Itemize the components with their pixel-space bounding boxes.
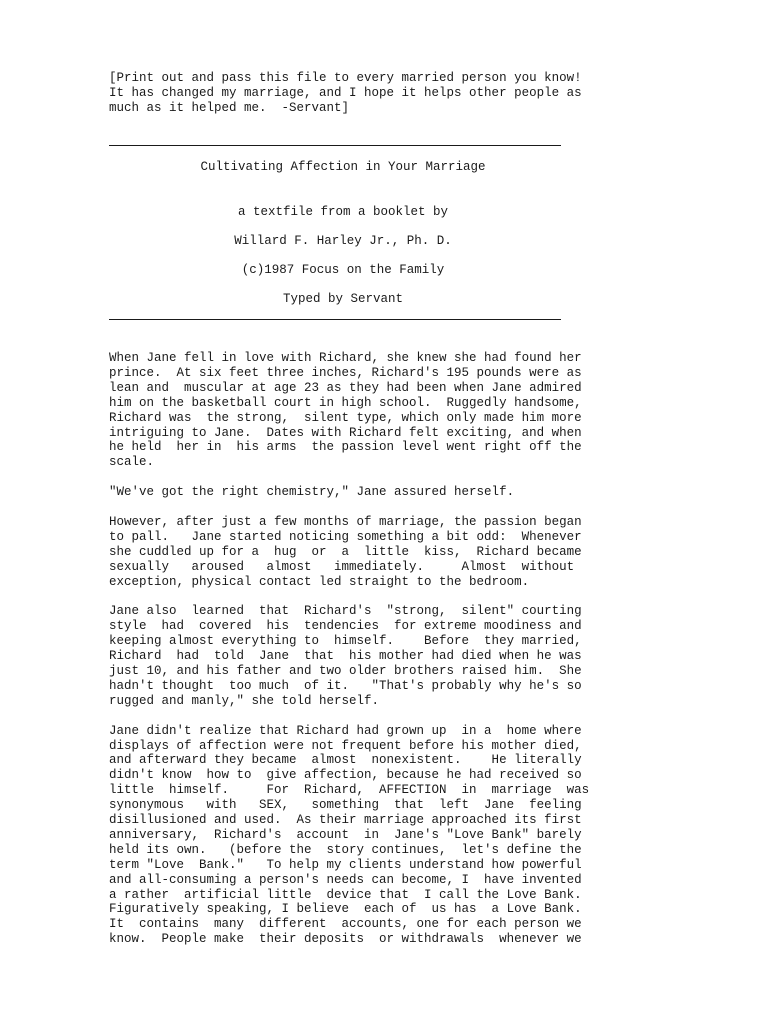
text-line: It contains many different accounts, one for each person we — [109, 917, 582, 932]
text-line: When Jane fell in love with Richard, she knew she had found her — [109, 351, 582, 365]
text-line: style had covered his tendencies for extreme moodiness and — [109, 619, 582, 634]
source-line: a textfile from a booklet by — [237, 205, 449, 219]
text-line: However, after just a few months of marriage, the passion began — [109, 514, 582, 529]
paragraph — [109, 351, 589, 470]
copyright-line: (c)1987 Focus on the Family — [241, 263, 445, 277]
intro-line: [Print out and pass this file to every married person you know! — [109, 71, 582, 85]
text-line: prince. At six feet three inches, Richard's 195 pounds were as — [109, 365, 582, 380]
text-line: hadn't thought too much of it. "That's probably why he's so — [109, 678, 582, 693]
text-line: held its own. (before the story continues, let's define the — [109, 842, 582, 857]
text-line: Richard was the strong, silent type, which only made him more — [109, 410, 582, 425]
text-line: just 10, and his father and two older brothers raised him. She — [109, 663, 582, 678]
text-line: know. People make their deposits or withdrawals whenever we — [109, 932, 582, 947]
text-line: rugged and manly," she told herself. — [109, 693, 380, 708]
text-line: "We've got the right chemistry," Jane assured herself. — [109, 485, 515, 500]
text-line: synonymous with SEX, something that left Jane feeling — [109, 798, 582, 813]
text-line: Jane also learned that Richard's "strong, silent" courting — [109, 604, 582, 619]
intro-line: It has changed my marriage, and I hope it helps other people as — [109, 85, 582, 100]
text-line: displays of affection were not frequent before his mother died, — [109, 738, 582, 753]
text-line: scale. — [109, 455, 155, 470]
intro-line: much as it helped me. -Servant] — [109, 100, 350, 115]
text-line: she cuddled up for a hug or a little kiss, Richard became — [109, 544, 582, 559]
text-line: and all-consuming a person's needs can become, I have invented — [109, 872, 582, 887]
text-line: term "Love Bank." To help my clients understand how powerful — [109, 857, 582, 872]
paragraph — [109, 515, 589, 590]
text-line: disillusioned and used. As their marriage approached its first — [109, 813, 582, 828]
text-line: to pall. Jane started noticing something a bit odd: Whenever — [109, 529, 582, 544]
paragraph — [109, 724, 589, 948]
text-line: lean and muscular at age 23 as they had been when Jane admired — [109, 380, 582, 395]
text-line: he held her in his arms the passion level went right off the — [109, 440, 582, 455]
text-line: Jane didn't realize that Richard had grown up in a home where — [109, 723, 582, 738]
text-line: and afterward they became almost nonexistent. He literally — [109, 753, 582, 768]
bottom-divider — [109, 319, 561, 320]
typed-by-line: Typed by Servant — [282, 292, 404, 306]
intro-note — [109, 71, 629, 116]
text-line: keeping almost everything to himself. Before they married, — [109, 634, 582, 649]
document-body — [109, 351, 589, 962]
text-line: anniversary, Richard's account in Jane's "Love Bank" barely — [109, 827, 582, 842]
text-line: Figuratively speaking, I believe each of us has a Love Bank. — [109, 902, 582, 917]
paragraph — [109, 485, 589, 500]
text-line: intriguing to Jane. Dates with Richard felt exciting, and when — [109, 425, 582, 440]
text-line: sexually aroused almost immediately. Almost without — [109, 559, 575, 574]
text-line: a rather artificial little device that I call the Love Bank. — [109, 887, 582, 902]
text-line: exception, physical contact led straight to the bedroom. — [109, 574, 530, 589]
text-line: little himself. For Richard, AFFECTION in marriage was — [109, 783, 590, 798]
text-line: Richard had told Jane that his mother had died when he was — [109, 649, 582, 664]
top-divider — [109, 145, 561, 146]
author-line: Willard F. Harley Jr., Ph. D. — [234, 234, 452, 248]
paragraph — [109, 604, 589, 708]
text-line: didn't know how to give affection, because he had received so — [109, 768, 582, 783]
document-title: Cultivating Affection in Your Marriage — [200, 160, 486, 174]
text-line: him on the basketball court in high school. Ruggedly handsome, — [109, 395, 582, 410]
